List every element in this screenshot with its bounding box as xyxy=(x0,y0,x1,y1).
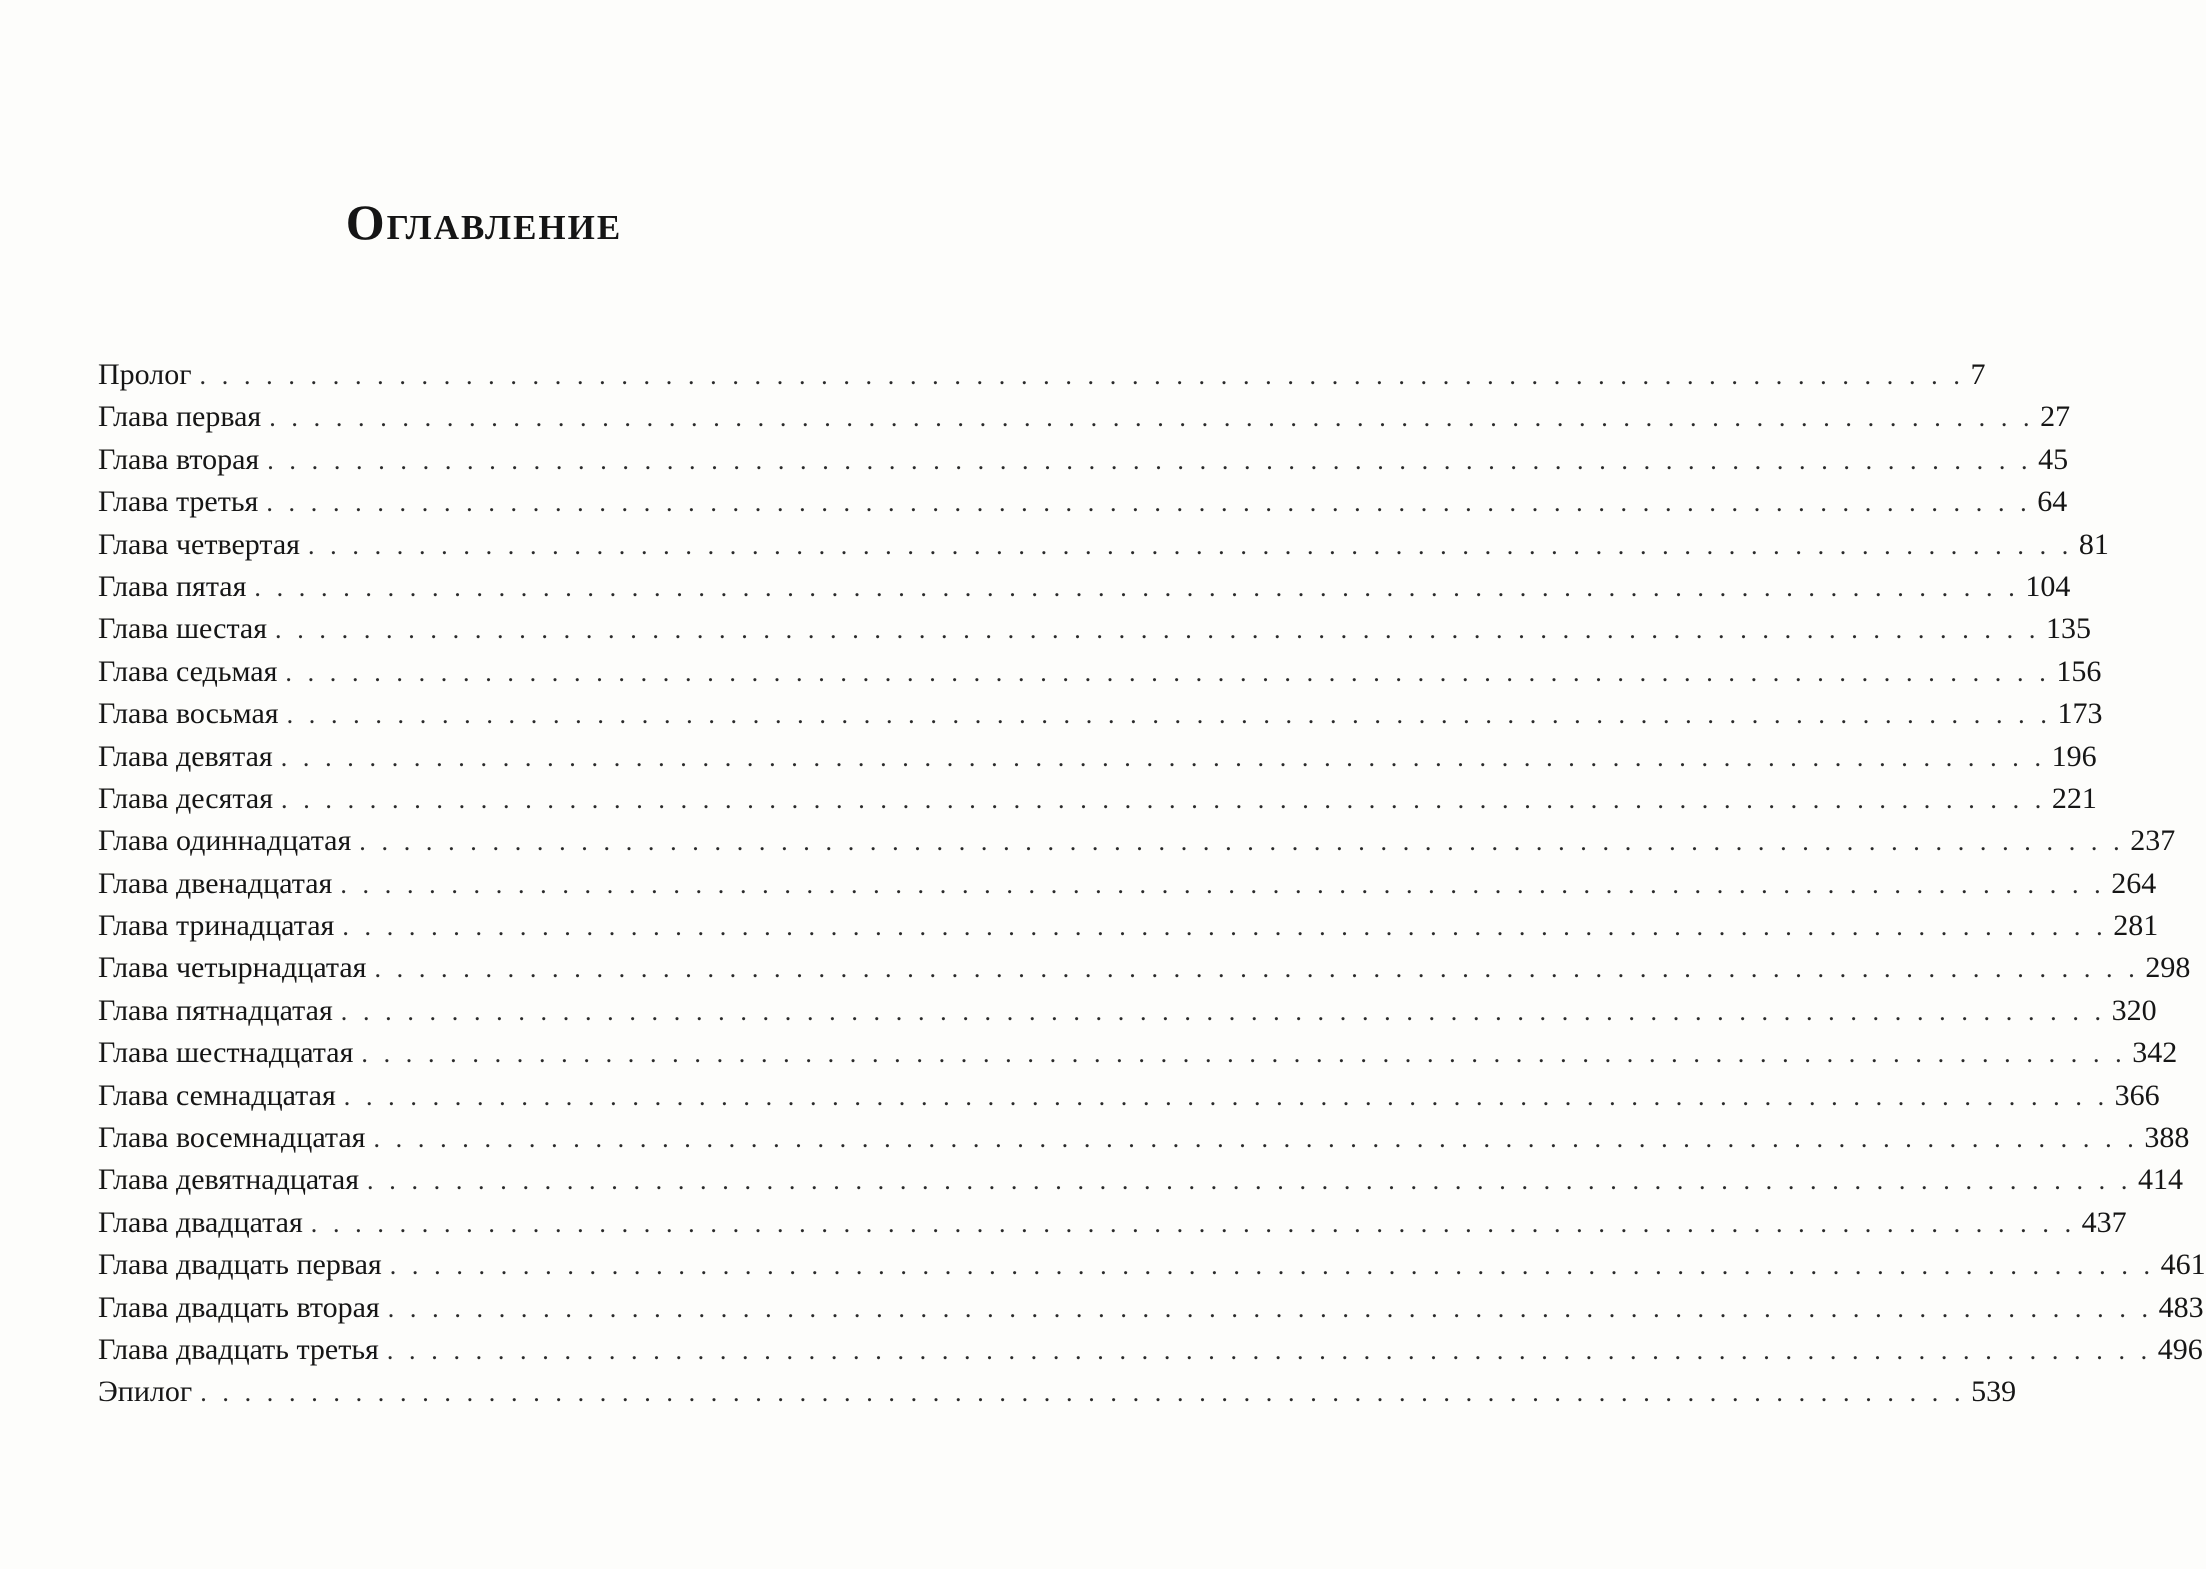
toc-entry xyxy=(98,1244,2206,1286)
toc-entry xyxy=(98,1075,2160,1117)
table-of-contents xyxy=(98,354,2206,1414)
toc-entry xyxy=(98,693,2103,735)
dot-leader: . . . . . . . . . . . . . . . . . . . . . . . . . . . . . . . . . . . . . . . . . . . . . . . . . . . . . . . . . . . . . . . . . . . . . . . . . . . . . . . . xyxy=(275,615,2040,645)
toc-entry-label: Глава двадцать вторая xyxy=(98,1290,380,1324)
dot-leader: . . . . . . . . . . . . . . . . . . . . . . . . . . . . . . . . . . . . . . . . . . . . . . . . . . . . . . . . . . . . . . . . . . . . . . . . . . . . . . . . xyxy=(200,1378,1966,1408)
toc-entry-page-number: 320 xyxy=(2111,993,2157,1027)
toc-entry-page-number: 461 xyxy=(2160,1248,2206,1282)
toc-entry-page-number: 7 xyxy=(1970,358,1986,391)
toc-entry-page-number: 496 xyxy=(2157,1332,2203,1366)
dot-leader: . . . . . . . . . . . . . . . . . . . . . . . . . . . . . . . . . . . . . . . . . . . . . . . . . . . . . . . . . . . . . . . . . . . . . . . . . . . . . . . . xyxy=(387,1293,2153,1323)
toc-entry-label: Глава семнадцатая xyxy=(98,1078,336,1112)
dot-leader: . . . . . . . . . . . . . . . . . . . . . . . . . . . . . . . . . . . . . . . . . . . . . . . . . . . . . . . . . . . . . . . . . . . . . . . . . . . . . . . . xyxy=(254,572,2020,602)
toc-entry xyxy=(98,905,2159,947)
toc-entry-label: Пролог xyxy=(98,358,192,391)
toc-entry xyxy=(98,566,2071,608)
toc-entry-label: Глава девятнадцатая xyxy=(98,1163,360,1197)
toc-entry xyxy=(98,524,2109,566)
toc-entry xyxy=(98,354,1986,396)
dot-leader: . . . . . . . . . . . . . . . . . . . . . . . . . . . . . . . . . . . . . . . . . . . . . . . . . . . . . . . . . . . . . . . . . . . . . . . . . . . . . . . . xyxy=(343,1081,2109,1111)
toc-entry-label: Глава пятая xyxy=(98,569,247,603)
toc-entry xyxy=(98,651,2102,693)
dot-leader: . . . . . . . . . . . . . . . . . . . . . . . . . . . . . . . . . . . . . . . . . . . . . . . . . . . . . . . . . . . . . . . . . . . . . . . . . . . . . . . . xyxy=(373,1124,2139,1154)
dot-leader: . . . . . . . . . . . . . . . . . . . . . . . . . . . . . . . . . . . . . . . . . . . . . . . . . . . . . . . . . . . . . . . . . . . . . . . . . . . . . . . . xyxy=(266,488,2032,518)
toc-entry-page-number: 64 xyxy=(2037,485,2068,519)
toc-entry-page-number: 342 xyxy=(2132,1036,2178,1070)
toc-entry xyxy=(98,736,2097,778)
toc-entry-page-number: 156 xyxy=(2056,654,2102,688)
dot-leader: . . . . . . . . . . . . . . . . . . . . . . . . . . . . . . . . . . . . . . . . . . . . . . . . . . . . . . . . . . . . . . . . . . . . . . . . . . . . . . . . xyxy=(361,1039,2127,1069)
dot-leader: . . . . . . . . . . . . . . . . . . . . . . . . . . . . . . . . . . . . . . . . . . . . . . . . . . . . . . . . . . . . . . . . . . . . . . . . . . . . . . . . xyxy=(389,1251,2155,1281)
toc-entry-page-number: 135 xyxy=(2045,612,2091,646)
toc-entry-label: Глава четвертая xyxy=(98,527,300,561)
toc-entry-page-number: 539 xyxy=(1971,1375,2017,1409)
toc-entry-page-number: 45 xyxy=(2038,442,2069,476)
toc-entry-label: Глава шестая xyxy=(98,612,268,646)
toc-entry-label: Глава пятнадцатая xyxy=(98,993,333,1027)
dot-leader: . . . . . . . . . . . . . . . . . . . . . . . . . . . . . . . . . . . . . . . . . . . . . . . . . . . . . . . . . . . . . . . . . . . . . . . . . . . . . . . . xyxy=(269,403,2035,433)
dot-leader: . . . . . . . . . . . . . . . . . . . . . . . . . . . . . . . . . . . . . . . . . . . . . . . . . . . . . . . . . . . . . . . . . . . . . . . . . . . . . . . . xyxy=(285,657,2051,687)
page-title: Оглавление xyxy=(345,194,623,250)
toc-entry-label: Глава шестнадцатая xyxy=(98,1036,354,1070)
toc-entry-page-number: 281 xyxy=(2113,909,2159,943)
dot-leader: . . . . . . . . . . . . . . . . . . . . . . . . . . . . . . . . . . . . . . . . . . . . . . . . . . . . . . . . . . . . . . . . . . . . . . . . . . . . . . . . xyxy=(359,827,2125,857)
dot-leader: . . . . . . . . . . . . . . . . . . . . . . . . . . . . . . . . . . . . . . . . . . . . . . . . . . . . . . . . . . . . . . . . . . . . . . . . . . . . . . . . xyxy=(307,530,2073,560)
toc-entry xyxy=(98,439,2069,481)
toc-entry xyxy=(98,863,2157,905)
toc-entry xyxy=(98,778,2097,820)
toc-entry-page-number: 196 xyxy=(2051,739,2097,773)
toc-entry xyxy=(98,1329,2203,1371)
toc-entry-label: Глава двадцать третья xyxy=(98,1332,379,1366)
toc-entry-page-number: 437 xyxy=(2081,1205,2127,1239)
toc-entry-label: Глава седьмая xyxy=(98,654,278,688)
toc-entry-label: Глава десятая xyxy=(98,781,273,815)
toc-entry-page-number: 173 xyxy=(2057,697,2103,731)
toc-entry-page-number: 388 xyxy=(2144,1121,2190,1155)
toc-entry-page-number: 81 xyxy=(2078,527,2109,561)
dot-leader: . . . . . . . . . . . . . . . . . . . . . . . . . . . . . . . . . . . . . . . . . . . . . . . . . . . . . . . . . . . . . . . . . . . . . . . . . . . . . . . . xyxy=(367,1166,2132,1196)
toc-entry-label: Глава четырнадцатая xyxy=(98,951,367,985)
toc-entry xyxy=(98,396,2071,438)
dot-leader: . . . . . . . . . . . . . . . . . . . . . . . . . . . . . . . . . . . . . . . . . . . . . . . . . . . . . . . . . . . . . . . . . . . . . . . . . . . . . . . . xyxy=(286,700,2052,730)
toc-entry-label: Глава одиннадцатая xyxy=(98,824,352,858)
toc-entry-label: Глава восемнадцатая xyxy=(98,1121,366,1155)
toc-entry-label: Глава девятая xyxy=(98,739,273,773)
toc-entry-page-number: 298 xyxy=(2145,951,2191,985)
toc-entry-label: Глава третья xyxy=(98,485,259,519)
toc-entry-label: Глава двадцатая xyxy=(98,1205,303,1239)
toc-entry-page-number: 414 xyxy=(2137,1163,2183,1197)
toc-entry xyxy=(98,947,2191,989)
toc-entry-label: Глава тринадцатая xyxy=(98,909,335,943)
toc-entry xyxy=(98,1202,2127,1244)
dot-leader: . . . . . . . . . . . . . . . . . . . . . . . . . . . . . . . . . . . . . . . . . . . . . . . . . . . . . . . . . . . . . . . . . . . . . . . . . . . . . . . . xyxy=(267,445,2033,475)
dot-leader: . . . . . . . . . . . . . . . . . . . . . . . . . . . . . . . . . . . . . . . . . . . . . . . . . . . . . . . . . . . . . . . . . . . . . . . . . . . . . . . . xyxy=(342,912,2108,942)
toc-entry xyxy=(98,1159,2183,1201)
toc-entry-label: Глава первая xyxy=(98,400,262,434)
toc-entry-page-number: 237 xyxy=(2130,824,2176,858)
dot-leader: . . . . . . . . . . . . . . . . . . . . . . . . . . . . . . . . . . . . . . . . . . . . . . . . . . . . . . . . . . . . . . . . . . . . . . . . . . . . . . . . xyxy=(374,954,2140,984)
toc-entry-page-number: 483 xyxy=(2158,1290,2204,1324)
dot-leader: . . . . . . . . . . . . . . . . . . . . . . . . . . . . . . . . . . . . . . . . . . . . . . . . . . . . . . . . . . . . . . . . . . . . . . . . . . . . . . . . xyxy=(280,742,2046,772)
dot-leader: . . . . . . . . . . . . . . . . . . . . . . . . . . . . . . . . . . . . . . . . . . . . . . . . . . . . . . . . . . . . . . . . . . . . . . . . . . . . . . . . xyxy=(281,784,2046,814)
toc-entry-label: Глава восьмая xyxy=(98,697,279,731)
toc-entry-page-number: 27 xyxy=(2040,400,2071,434)
dot-leader: . . . . . . . . . . . . . . . . . . . . . . . . . . . . . . . . . . . . . . . . . . . . . . . . . . . . . . . . . . . . . . . . . . . . . . . . . . . . . . . . xyxy=(199,361,1965,390)
toc-entry-label: Глава двадцать первая xyxy=(98,1248,382,1282)
toc-entry xyxy=(98,608,2091,650)
toc-entry-page-number: 221 xyxy=(2051,781,2097,815)
toc-entry-page-number: 366 xyxy=(2114,1078,2160,1112)
toc-entry-page-number: 104 xyxy=(2025,569,2071,603)
toc-entry-label: Глава двенадцатая xyxy=(98,866,333,900)
dot-leader: . . . . . . . . . . . . . . . . . . . . . . . . . . . . . . . . . . . . . . . . . . . . . . . . . . . . . . . . . . . . . . . . . . . . . . . . . . . . . . . . xyxy=(340,869,2106,899)
toc-entry xyxy=(98,1371,2017,1413)
toc-entry xyxy=(98,481,2068,523)
dot-leader: . . . . . . . . . . . . . . . . . . . . . . . . . . . . . . . . . . . . . . . . . . . . . . . . . . . . . . . . . . . . . . . . . . . . . . . . . . . . . . . . xyxy=(386,1335,2152,1365)
toc-entry xyxy=(98,1032,2178,1074)
dot-leader: . . . . . . . . . . . . . . . . . . . . . . . . . . . . . . . . . . . . . . . . . . . . . . . . . . . . . . . . . . . . . . . . . . . . . . . . . . . . . . . . xyxy=(310,1208,2076,1238)
toc-entry xyxy=(98,1287,2204,1329)
toc-entry xyxy=(98,1117,2190,1159)
dot-leader: . . . . . . . . . . . . . . . . . . . . . . . . . . . . . . . . . . . . . . . . . . . . . . . . . . . . . . . . . . . . . . . . . . . . . . . . . . . . . . . . xyxy=(340,996,2106,1026)
toc-entry-label: Эпилог xyxy=(98,1375,193,1409)
toc-entry-label: Глава вторая xyxy=(98,442,260,476)
toc-entry xyxy=(98,820,2176,862)
toc-entry xyxy=(98,990,2157,1032)
toc-entry-page-number: 264 xyxy=(2111,866,2157,900)
